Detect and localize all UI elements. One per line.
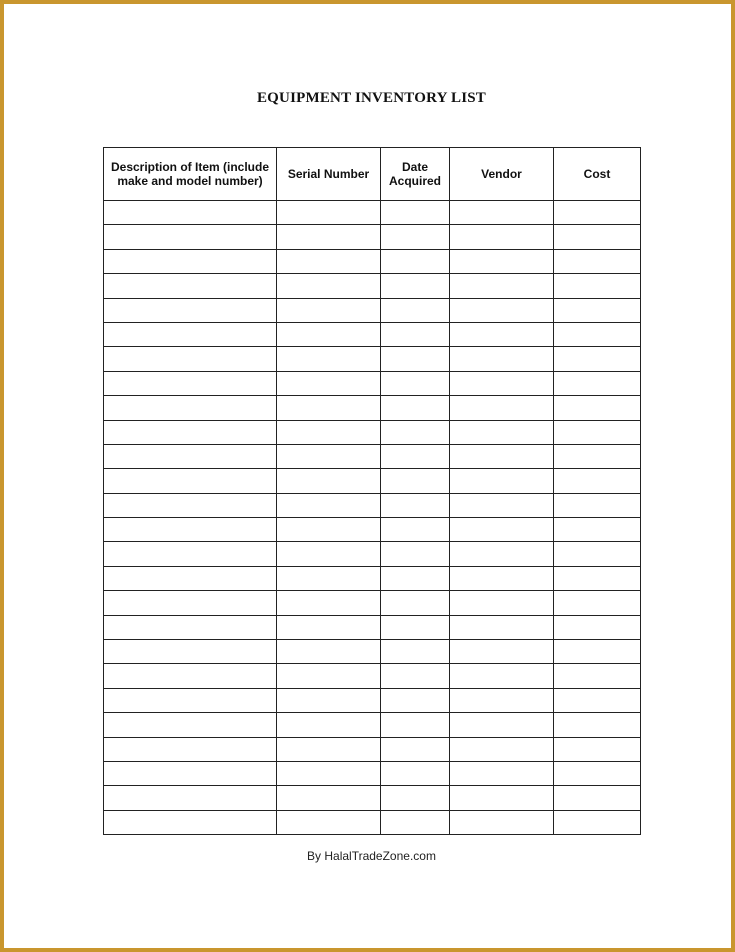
table-cell[interactable] bbox=[554, 615, 641, 639]
table-cell[interactable] bbox=[554, 274, 641, 298]
table-cell[interactable] bbox=[450, 225, 554, 249]
table-cell[interactable] bbox=[381, 786, 450, 810]
table-cell[interactable] bbox=[554, 518, 641, 542]
table-cell[interactable] bbox=[381, 591, 450, 615]
table-cell[interactable] bbox=[554, 664, 641, 688]
table-cell[interactable] bbox=[381, 420, 450, 444]
table-cell[interactable] bbox=[381, 396, 450, 420]
table-cell[interactable] bbox=[277, 274, 381, 298]
table-cell[interactable] bbox=[450, 737, 554, 761]
table-row bbox=[104, 542, 641, 566]
table-cell[interactable] bbox=[277, 786, 381, 810]
table-cell[interactable] bbox=[450, 615, 554, 639]
table-row bbox=[104, 298, 641, 322]
table-cell[interactable] bbox=[104, 371, 277, 395]
table-cell[interactable] bbox=[450, 274, 554, 298]
table-cell[interactable] bbox=[104, 542, 277, 566]
table-cell[interactable] bbox=[381, 444, 450, 468]
table-row bbox=[104, 664, 641, 688]
table-cell[interactable] bbox=[450, 713, 554, 737]
table-cell[interactable] bbox=[277, 371, 381, 395]
table-cell[interactable] bbox=[450, 347, 554, 371]
table-cell[interactable] bbox=[554, 688, 641, 712]
table-row bbox=[104, 713, 641, 737]
table-cell[interactable] bbox=[381, 298, 450, 322]
table-cell[interactable] bbox=[554, 420, 641, 444]
table-cell[interactable] bbox=[381, 347, 450, 371]
table-cell[interactable] bbox=[450, 298, 554, 322]
table-cell[interactable] bbox=[104, 298, 277, 322]
table-cell[interactable] bbox=[450, 249, 554, 273]
table-cell[interactable] bbox=[450, 322, 554, 346]
table-cell[interactable] bbox=[277, 201, 381, 225]
table-row bbox=[104, 249, 641, 273]
table-cell[interactable] bbox=[277, 615, 381, 639]
table-row bbox=[104, 469, 641, 493]
table-cell[interactable] bbox=[277, 688, 381, 712]
table-cell[interactable] bbox=[104, 615, 277, 639]
table-cell[interactable] bbox=[277, 566, 381, 590]
table-row bbox=[104, 591, 641, 615]
table-cell[interactable] bbox=[450, 761, 554, 785]
table-cell[interactable] bbox=[450, 664, 554, 688]
table-cell[interactable] bbox=[381, 249, 450, 273]
table-cell[interactable] bbox=[554, 347, 641, 371]
table-cell[interactable] bbox=[277, 469, 381, 493]
inventory-table-body bbox=[104, 201, 641, 835]
table-cell[interactable] bbox=[381, 713, 450, 737]
column-header-serial-number bbox=[277, 148, 381, 201]
table-cell[interactable] bbox=[450, 810, 554, 834]
header-line: Cost bbox=[583, 167, 611, 181]
table-cell[interactable] bbox=[104, 444, 277, 468]
table-cell[interactable] bbox=[381, 640, 450, 664]
table-row bbox=[104, 322, 641, 346]
table-row bbox=[104, 371, 641, 395]
table-cell[interactable] bbox=[277, 542, 381, 566]
table-row bbox=[104, 566, 641, 590]
table-cell[interactable] bbox=[381, 688, 450, 712]
table-cell[interactable] bbox=[381, 201, 450, 225]
table-cell[interactable] bbox=[450, 786, 554, 810]
table-cell[interactable] bbox=[104, 249, 277, 273]
table-header-row bbox=[104, 148, 641, 201]
table-cell[interactable] bbox=[554, 493, 641, 517]
table-cell[interactable] bbox=[104, 322, 277, 346]
table-cell[interactable] bbox=[277, 249, 381, 273]
table-cell[interactable] bbox=[381, 274, 450, 298]
table-cell[interactable] bbox=[277, 396, 381, 420]
table-cell[interactable] bbox=[450, 371, 554, 395]
table-cell[interactable] bbox=[450, 396, 554, 420]
header-line: Acquired bbox=[388, 174, 441, 188]
header-line: Description of Item (include bbox=[110, 160, 269, 174]
header-line: Date bbox=[401, 160, 428, 174]
document-title: EQUIPMENT INVENTORY LIST bbox=[256, 90, 487, 106]
table-cell[interactable] bbox=[554, 591, 641, 615]
table-cell[interactable] bbox=[381, 518, 450, 542]
table-cell[interactable] bbox=[104, 591, 277, 615]
table-cell[interactable] bbox=[381, 737, 450, 761]
table-cell[interactable] bbox=[450, 493, 554, 517]
header-line: Vendor bbox=[481, 167, 522, 181]
table-cell[interactable] bbox=[277, 347, 381, 371]
table-row bbox=[104, 640, 641, 664]
table-cell[interactable] bbox=[554, 713, 641, 737]
table-cell[interactable] bbox=[104, 274, 277, 298]
table-row bbox=[104, 615, 641, 639]
header-line: Serial Number bbox=[287, 167, 370, 181]
table-cell[interactable] bbox=[277, 761, 381, 785]
table-row bbox=[104, 761, 641, 785]
table-cell[interactable] bbox=[104, 810, 277, 834]
table-row bbox=[104, 396, 641, 420]
table-cell[interactable] bbox=[381, 542, 450, 566]
table-cell[interactable] bbox=[554, 225, 641, 249]
table-cell[interactable] bbox=[381, 615, 450, 639]
table-cell[interactable] bbox=[277, 322, 381, 346]
table-cell[interactable] bbox=[381, 371, 450, 395]
table-row bbox=[104, 274, 641, 298]
table-cell[interactable] bbox=[381, 761, 450, 785]
table-cell[interactable] bbox=[554, 249, 641, 273]
table-cell[interactable] bbox=[277, 640, 381, 664]
table-cell[interactable] bbox=[277, 591, 381, 615]
table-row bbox=[104, 420, 641, 444]
column-header-cost bbox=[554, 148, 641, 201]
table-row bbox=[104, 347, 641, 371]
table-cell[interactable] bbox=[104, 396, 277, 420]
table-cell[interactable] bbox=[554, 566, 641, 590]
table-cell[interactable] bbox=[104, 469, 277, 493]
table-cell[interactable] bbox=[381, 469, 450, 493]
table-row bbox=[104, 786, 641, 810]
table-cell[interactable] bbox=[104, 713, 277, 737]
table-cell[interactable] bbox=[381, 225, 450, 249]
table-cell[interactable] bbox=[450, 518, 554, 542]
table-cell[interactable] bbox=[554, 201, 641, 225]
inventory-table bbox=[103, 147, 641, 835]
table-cell[interactable] bbox=[554, 371, 641, 395]
table-row bbox=[104, 518, 641, 542]
table-cell[interactable] bbox=[104, 761, 277, 785]
table-cell[interactable] bbox=[277, 810, 381, 834]
table-cell[interactable] bbox=[450, 688, 554, 712]
table-cell[interactable] bbox=[450, 444, 554, 468]
column-header-vendor bbox=[450, 148, 554, 201]
table-cell[interactable] bbox=[277, 420, 381, 444]
table-cell[interactable] bbox=[450, 566, 554, 590]
table-cell[interactable] bbox=[381, 322, 450, 346]
table-cell[interactable] bbox=[277, 444, 381, 468]
table-cell[interactable] bbox=[277, 713, 381, 737]
header-line: make and model number) bbox=[117, 174, 263, 188]
table-cell[interactable] bbox=[450, 542, 554, 566]
table-row bbox=[104, 737, 641, 761]
table-cell[interactable] bbox=[554, 761, 641, 785]
table-cell[interactable] bbox=[104, 518, 277, 542]
table-row bbox=[104, 444, 641, 468]
table-cell[interactable] bbox=[450, 420, 554, 444]
table-cell[interactable] bbox=[277, 518, 381, 542]
table-cell[interactable] bbox=[104, 347, 277, 371]
table-cell[interactable] bbox=[381, 664, 450, 688]
table-cell[interactable] bbox=[381, 566, 450, 590]
table-cell[interactable] bbox=[554, 444, 641, 468]
table-cell[interactable] bbox=[450, 469, 554, 493]
table-cell[interactable] bbox=[104, 737, 277, 761]
table-cell[interactable] bbox=[554, 298, 641, 322]
table-cell[interactable] bbox=[104, 664, 277, 688]
table-row bbox=[104, 493, 641, 517]
table-cell[interactable] bbox=[554, 396, 641, 420]
column-header-description bbox=[104, 148, 277, 201]
table-cell[interactable] bbox=[381, 493, 450, 517]
table-row bbox=[104, 688, 641, 712]
table-cell[interactable] bbox=[277, 737, 381, 761]
table-cell[interactable] bbox=[277, 225, 381, 249]
table-cell[interactable] bbox=[381, 810, 450, 834]
table-cell[interactable] bbox=[450, 640, 554, 664]
column-header-date-acquired bbox=[381, 148, 450, 201]
table-cell[interactable] bbox=[554, 640, 641, 664]
table-cell[interactable] bbox=[277, 664, 381, 688]
table-cell[interactable] bbox=[554, 737, 641, 761]
table-cell[interactable] bbox=[104, 640, 277, 664]
table-cell[interactable] bbox=[554, 810, 641, 834]
table-row bbox=[104, 810, 641, 834]
table-cell[interactable] bbox=[104, 688, 277, 712]
table-cell[interactable] bbox=[554, 322, 641, 346]
table-cell[interactable] bbox=[450, 591, 554, 615]
table-cell[interactable] bbox=[277, 493, 381, 517]
table-row bbox=[104, 201, 641, 225]
table-cell[interactable] bbox=[104, 786, 277, 810]
table-cell[interactable] bbox=[104, 201, 277, 225]
table-cell[interactable] bbox=[104, 493, 277, 517]
table-cell[interactable] bbox=[104, 566, 277, 590]
table-cell[interactable] bbox=[554, 542, 641, 566]
table-cell[interactable] bbox=[554, 469, 641, 493]
table-cell[interactable] bbox=[104, 420, 277, 444]
table-cell[interactable] bbox=[104, 225, 277, 249]
table-cell[interactable] bbox=[554, 786, 641, 810]
table-cell[interactable] bbox=[277, 298, 381, 322]
footer-credit: By HalalTradeZone.com bbox=[307, 849, 436, 863]
table-row bbox=[104, 225, 641, 249]
table-cell[interactable] bbox=[450, 201, 554, 225]
